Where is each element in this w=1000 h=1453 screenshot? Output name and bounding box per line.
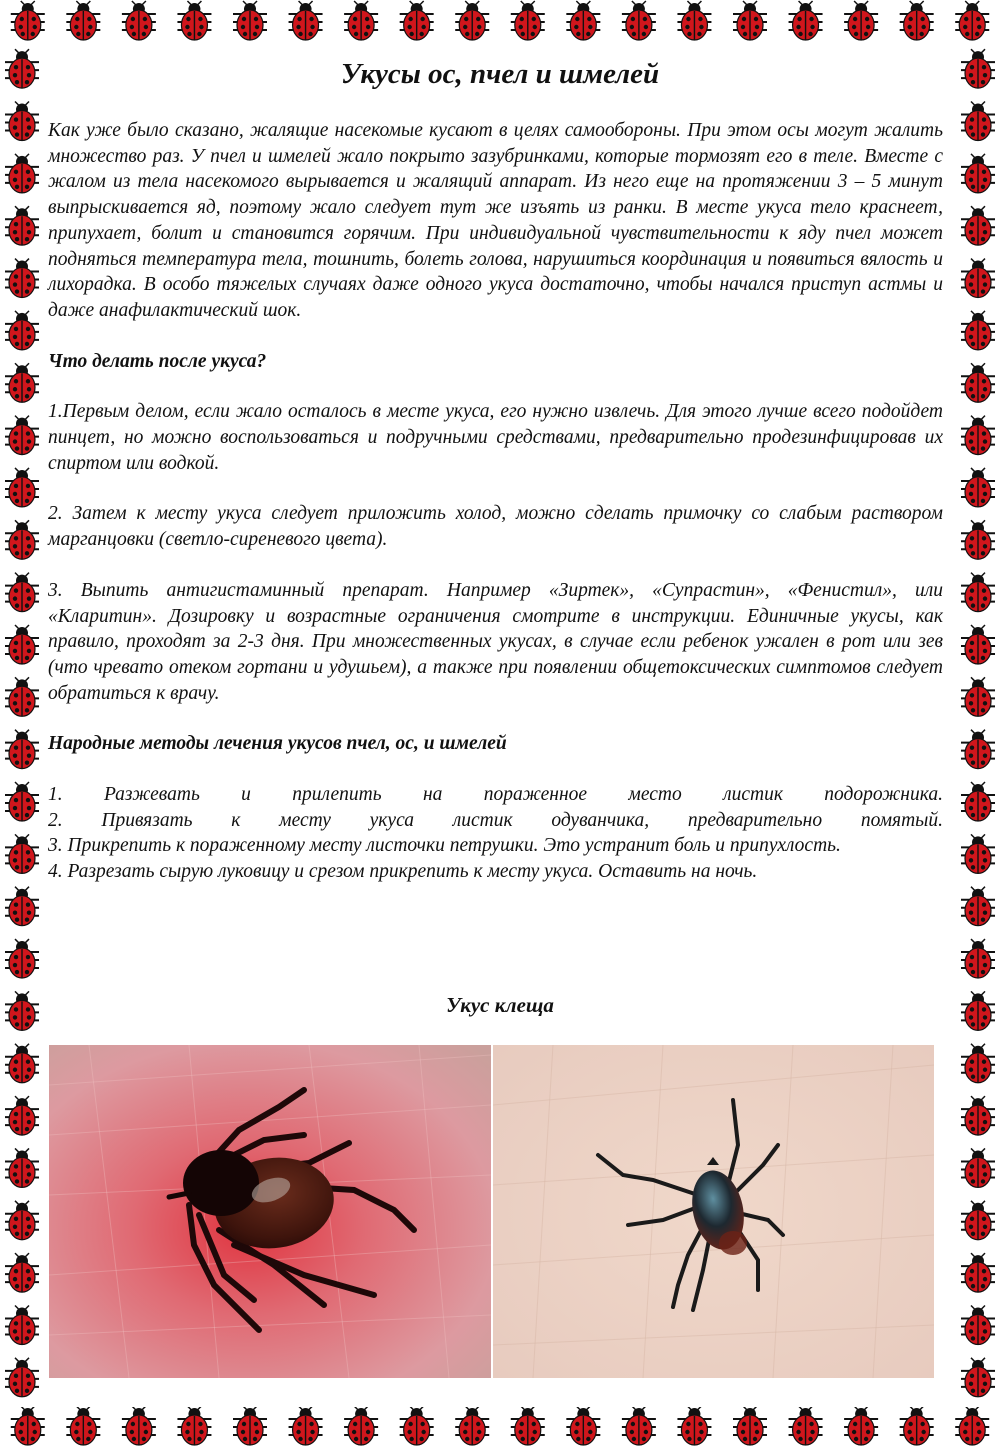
ladybug-icon	[455, 1407, 489, 1445]
ladybug-icon	[5, 677, 39, 716]
folk-method-1: 1. Разжевать и прилепить на пораженное место листик подорожника.	[48, 784, 943, 806]
ladybug-icon	[961, 102, 995, 141]
ladybug-icon	[5, 834, 39, 873]
ladybug-icon	[955, 1407, 989, 1445]
ladybug-icon	[677, 1, 711, 40]
folk-methods-heading: Народные методы лечения укусов пчел, ос, и шмелей	[48, 733, 507, 755]
ladybug-icon	[5, 468, 39, 507]
ladybug-icon	[789, 1, 823, 40]
tick-bite-title: Укус клеща	[446, 993, 554, 1017]
tick-photo-small	[493, 1045, 934, 1378]
ladybug-icon	[5, 1096, 39, 1135]
ladybug-icon	[5, 573, 39, 612]
step-1: 1.Первым делом, если жало осталось в месте укуса, его нужно извлечь. Для этого лучше всего подойдет пинцет, но можно воспользоваться и подручными средствами, предварительно продезинфицировав их спиртом или водкой.	[48, 401, 943, 474]
ladybug-icon	[961, 939, 995, 978]
ladybug-icon	[5, 363, 39, 402]
ladybug-icon	[961, 1201, 995, 1240]
ladybug-icon	[5, 1044, 39, 1083]
folk-method-3: 3. Прикрепить к пораженному месту листочки петрушки. Это устранит боль и припухлость.	[48, 835, 841, 857]
ladybug-icon	[5, 887, 39, 926]
ladybug-icon	[961, 573, 995, 612]
ladybug-icon	[961, 311, 995, 350]
folk-method-4: 4. Разрезать сырую луковицу и срезом прикрепить к месту укуса. Оставить на ночь.	[48, 861, 758, 883]
ladybug-icon	[5, 520, 39, 559]
ladybug-icon	[5, 102, 39, 141]
ladybug-icon	[677, 1407, 711, 1445]
ladybug-icon	[566, 1, 600, 40]
ladybug-icon	[961, 416, 995, 455]
ladybug-icon	[961, 468, 995, 507]
ladybug-icon	[11, 1, 45, 40]
ladybug-icon	[5, 1148, 39, 1187]
ladybug-icon	[233, 1, 267, 40]
ladybug-icon	[961, 206, 995, 245]
ladybug-icon	[733, 1, 767, 40]
ladybug-icon	[233, 1407, 267, 1445]
ladybug-icon	[511, 1, 545, 40]
ladybug-icon	[289, 1, 323, 40]
ladybug-icon	[733, 1407, 767, 1445]
ladybug-icon	[961, 834, 995, 873]
article-body	[48, 118, 943, 885]
ladybug-icon	[5, 730, 39, 769]
ladybug-icon	[11, 1407, 45, 1445]
ladybug-border-left	[0, 46, 46, 1407]
ladybug-icon	[961, 154, 995, 193]
folk-method-2: 2. Привязать к месту укуса листик одуванчика, предварительно помятый.	[48, 809, 943, 831]
ladybug-icon	[66, 1407, 100, 1445]
ladybug-icon	[122, 1, 156, 40]
ladybug-icon	[5, 1253, 39, 1292]
ladybug-icon	[344, 1407, 378, 1445]
ladybug-icon	[622, 1, 656, 40]
ladybug-icon	[66, 1, 100, 40]
ladybug-icon	[955, 1, 989, 40]
ladybug-icon	[177, 1, 211, 40]
ladybug-icon	[961, 520, 995, 559]
ladybug-border-bottom	[0, 1407, 1000, 1453]
ladybug-border-top	[0, 0, 1000, 46]
ladybug-icon	[961, 1358, 995, 1397]
ladybug-icon	[5, 259, 39, 298]
ladybug-icon	[5, 1358, 39, 1397]
ladybug-icon	[455, 1, 489, 40]
step-2: 2. Затем к месту укуса следует приложить холод, можно сделать примочку со слабым раствором марганцовки (светло-сиреневого цвета).	[48, 503, 943, 551]
ladybug-icon	[961, 1044, 995, 1083]
ladybug-icon	[5, 625, 39, 664]
ladybug-icon	[566, 1407, 600, 1445]
intro-paragraph: Как уже было сказано, жалящие насекомые кусают в целях самообороны. При этом осы могут жалить множество раз. У пчел и шмелей жало покрыто зазубринками, которые тормозят его в теле. Вместе с жалом из тела насекомого вырывается и жалящий аппарат. Из него еще на протяжении 3 – 5 минут выпрыскивается яд, поэтому жало следует тут же изъять из ранки. В месте укуса тело краснеет, припухает, болит и становится горячим. При индивидуальной чувствительности к яду пчел может подняться температура тела, тошнить, болеть голова, нарушиться координация и появиться вялость и лихорадка. В особо тяжелых случаях даже одного укуса достаточно, чтобы начался приступ астмы и даже анафилактический шок.	[48, 120, 943, 321]
what-to-do-heading: Что делать после укуса?	[48, 350, 267, 372]
ladybug-icon	[5, 206, 39, 245]
ladybug-icon	[789, 1407, 823, 1445]
ladybug-icon	[5, 311, 39, 350]
ladybug-icon	[844, 1407, 878, 1445]
ladybug-icon	[961, 259, 995, 298]
ladybug-icon	[177, 1407, 211, 1445]
ladybug-icon	[844, 1, 878, 40]
ladybug-icon	[5, 1305, 39, 1344]
ladybug-icon	[622, 1407, 656, 1445]
ladybug-icon	[511, 1407, 545, 1445]
ladybug-icon	[961, 677, 995, 716]
ladybug-icon	[900, 1, 934, 40]
tick-engorged-illustration	[49, 1045, 491, 1378]
tick-small-illustration	[493, 1045, 934, 1378]
ladybug-icon	[5, 154, 39, 193]
ladybug-icon	[961, 1305, 995, 1344]
ladybug-icon	[900, 1407, 934, 1445]
ladybug-icon	[961, 730, 995, 769]
ladybug-icon	[961, 1148, 995, 1187]
ladybug-icon	[961, 363, 995, 402]
ladybug-icon	[5, 939, 39, 978]
ladybug-icon	[961, 887, 995, 926]
ladybug-icon	[122, 1407, 156, 1445]
ladybug-icon	[961, 1096, 995, 1135]
ladybug-icon	[344, 1, 378, 40]
page-title: Укусы ос, пчел и шмелей	[340, 58, 660, 90]
ladybug-icon	[961, 782, 995, 821]
tick-photo-engorged	[49, 1045, 491, 1378]
ladybug-icon	[400, 1407, 434, 1445]
ladybug-icon	[961, 625, 995, 664]
ladybug-icon	[961, 1253, 995, 1292]
ladybug-icon	[5, 416, 39, 455]
ladybug-icon	[400, 1, 434, 40]
ladybug-icon	[289, 1407, 323, 1445]
ladybug-border-right	[954, 46, 1000, 1407]
ladybug-icon	[5, 782, 39, 821]
step-3: 3. Выпить антигистаминный препарат. Например «Зиртек», «Супрастин», «Фенистил», или «Кларитин». Дозировку и возрастные ограничения смотрите в инструкции. Единичные укусы, как правило, проходят за 2-3 дня. При множественных укусах, в случае если ребенок ужален в рот или зев (что чревато отеком гортани и удушьем), а также при появлении общетоксических симптомов следует обратиться к врачу.	[48, 579, 943, 704]
ladybug-icon	[5, 1201, 39, 1240]
